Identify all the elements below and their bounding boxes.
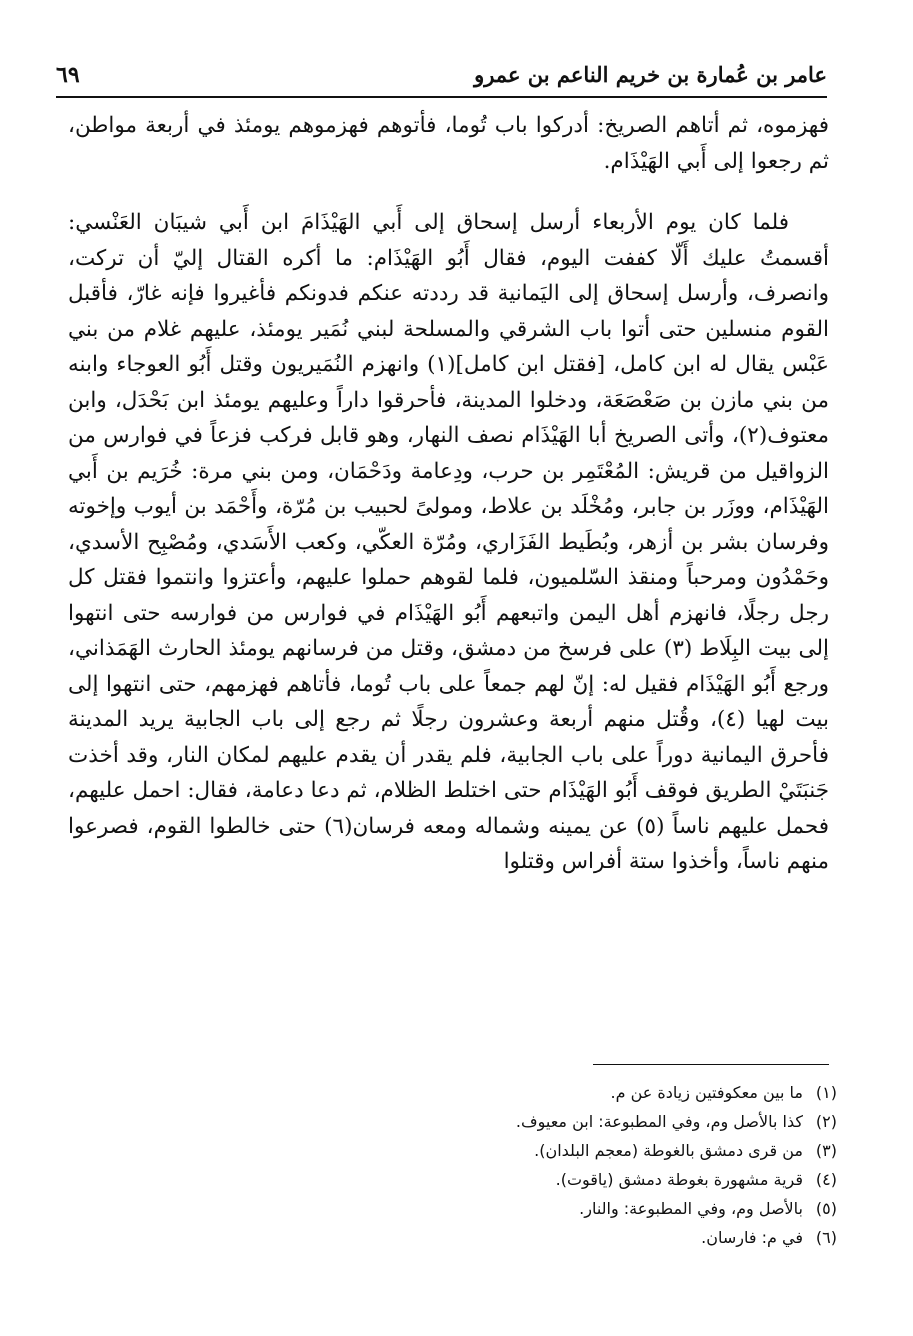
footnote-item [120,1165,837,1194]
footnote-number: (٢) [815,1112,837,1131]
page-title: عامر بن عُمارة بن خريم الناعم بن عمرو [474,62,827,87]
footnote-text: ما بين معكوفتين زيادة عن م. [610,1083,803,1102]
footnote-number: (١) [815,1083,837,1102]
footnote-number: (٥) [815,1199,837,1218]
footnote-item [120,1223,837,1252]
footnote-item [120,1078,837,1107]
footnote-number: (٦) [815,1228,837,1247]
footnotes [120,1078,837,1252]
footnote-item [120,1194,837,1223]
main-text [68,108,829,880]
footnote-text: من قرى دمشق بالغوطة (معجم البلدان). [534,1141,803,1160]
footnote-text: بالأصل وم، وفي المطبوعة: والنار. [579,1199,803,1218]
footnote-text: في م: فارسان. [701,1228,803,1247]
footnote-number: (٣) [815,1141,837,1160]
footnote-divider [593,1064,829,1065]
paragraph: فلما كان يوم الأربعاء أرسل إسحاق إلى أَبي الهَيْذَامَ ابن أَبي شيبَان العَنْسي: أقسمتُ عليك أَلّا كففت اليوم، فقال أَبُو الهَيْذَام: ما أكره القتال إليّ أن تركت، وانصرف، وأرسل إسحاق إلى اليَمانية قد رددته عنكم فدونكم فأغيروا فإنه غارّ، فأقبل القوم منسلين حتى أتوا باب الشرقي والمسلحة لبني نُمَير يومئذ، عليهم غلام من بني عَبْس يقال له ابن كامل، [فقتل ابن كامل](١) وانهزم النُمَيريون وقتل أَبُو العوجاء وابنه من بني مازن بن صَعْصَعَة، ودخلوا المدينة، فأحرقوا داراً وعليهم يومئذ ابن بَحْدَل، وابن معتوف(٢)، وأتى الصريخ أبا الهَيْذَام نصف النهار، وهو قابل فركب فزعاً في فوارس من الزواقيل من قريش: المُعْتَمِر بن حرب، ودِعامة ودَحْمَان، ومن بني مرة: خُرَيم بن أَبي الهَيْذَام، ووزَر بن جابر، ومُخْلَد بن علاط، ومولىً لحبيب بن مُرّة، وأَحْمَد بن أيوب وإخوته وفرسان بشر بن أزهر، وبُطَيط الفَزَاري، ومُرّة العكّي، وكعب الأَسَدي، ومُصْبِح الأسدي، وحَمْدُون ومرحباً ومنقذ السّلميون، فلما لقوهم حملوا عليهم، وأعتزوا وانتموا فقتل كل رجل رجلًا، فانهزم أهل اليمن واتبعهم أَبُو الهَيْذَام في فوارس من فوارسه حتى انتهوا إلى بيت البِلَاط (٣) على فرسخ من دمشق، وقتل من فرسانهم يومئذ الحارث الهَمَذاني، ورجع أَبُو الهَيْذَام فقيل له: إنّ لهم جمعاً على باب تُوما، فأتاهم فهزمهم، حتى انتهوا إلى بيت لهيا (٤)، وقُتل منهم أربعة وعشرون رجلًا ثم رجع إلى باب الجابية يريد المدينة فأحرق اليمانية دوراً على باب الجابية، فلم يقدر أن يقدم عليهم لمكان النار، وقد أخذت جَنبَتَيْ الطريق فوقف أَبُو الهَيْذَام حتى اختلط الظلام، ثم دعا دعامة، فقال: احمل عليهم، فحمل عليهم ناساً (٥) عن يمينه وشماله ومعه فرسان(٦) حتى خالطوا القوم، فصرعوا منهم ناساً، وأخذوا ستة أفراس وقتلوا [68,210,830,874]
paragraph: فهزموه، ثم أتاهم الصريخ: أدركوا باب تُوما، فأتوهم فهزموهم يومئذ في أربعة مواطن، ثم رجعوا إلى أَبي الهَيْذَام. [68,113,829,174]
footnote-text: قرية مشهورة بغوطة دمشق (ياقوت). [555,1170,803,1189]
header-rule [56,96,827,98]
footnote-item [120,1107,837,1136]
running-header [56,54,827,98]
footnote-item [120,1136,837,1165]
page-number: ٦٩ [56,62,80,88]
footnote-number: (٤) [815,1170,837,1189]
footnote-text: كذا بالأصل وم، وفي المطبوعة: ابن معيوف. [515,1112,803,1131]
